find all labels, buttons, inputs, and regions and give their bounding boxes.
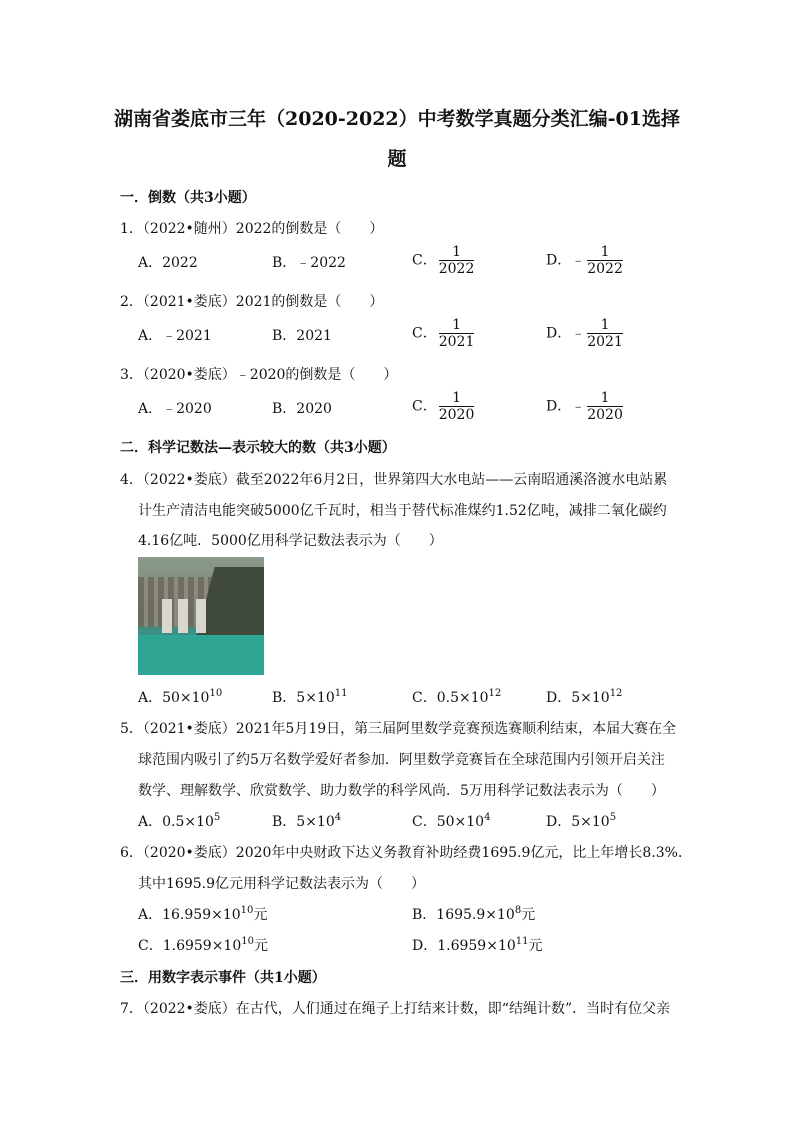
fraction-denominator: 2022 (587, 261, 623, 277)
fraction-denominator: 2021 (438, 334, 475, 350)
option-label: D．﹣ (546, 325, 586, 342)
option-label: D．﹣ (546, 398, 586, 415)
option-exponent: 4 (484, 812, 491, 823)
question-2-option-c (412, 317, 474, 350)
option-unit: 元 (528, 938, 543, 954)
fraction-numerator: 1 (439, 244, 475, 261)
option-exponent: 10 (240, 905, 254, 916)
question-1-option-d (546, 244, 623, 277)
question-3-option-d (546, 390, 623, 423)
question-5-option-a (138, 811, 220, 831)
question-4-option-d (546, 687, 622, 707)
section-heading-number-events: 三．用数字表示事件（共1小题） (120, 970, 326, 986)
option-base: D．5×10 (546, 690, 610, 706)
option-unit: 元 (521, 907, 536, 923)
option-base: D．5×10 (546, 814, 610, 830)
option-unit: 元 (253, 938, 268, 954)
document-title-line2: 题 (387, 148, 407, 170)
question-6-option-d (412, 935, 543, 955)
hydropower-station-photo (138, 557, 264, 675)
fraction-numerator: 1 (587, 390, 623, 407)
fraction-numerator: 1 (439, 317, 475, 334)
option-exponent: 5 (213, 812, 221, 823)
fraction-numerator: 1 (439, 390, 475, 407)
option-label: C． (412, 325, 437, 342)
fraction-denominator: 2020 (587, 407, 623, 423)
option-base: A．50×10 (138, 690, 210, 706)
fraction-numerator: 1 (587, 244, 623, 261)
option-base: A．16.959×10 (138, 907, 241, 923)
option-base: A．0.5×10 (138, 814, 214, 830)
question-5-option-b (272, 811, 341, 831)
option-label: C． (412, 252, 437, 269)
option-exponent: 12 (488, 688, 502, 699)
option-exponent: 8 (514, 905, 522, 916)
dam-gate (196, 599, 206, 633)
question-3-stem: 3．（2020•娄底）﹣2020的倒数是（ ） (120, 367, 398, 383)
option-base: C．1.6959×10 (138, 938, 242, 954)
question-4-option-a (138, 687, 222, 707)
fraction (439, 244, 475, 277)
question-6-line1: 6．（2020•娄底）2020年中央财政下达义务教育补助经费1695.9亿元，比上年增长8.3%． (120, 845, 692, 861)
question-2-option-d (546, 317, 623, 350)
question-1-option-b: B．﹣2022 (272, 255, 346, 271)
option-exponent: 11 (515, 936, 529, 947)
fraction (439, 390, 475, 423)
option-exponent: 5 (609, 812, 617, 823)
fraction (587, 317, 623, 350)
question-5-line2: 球范围内吸引了约5万名数学爱好者参加．阿里数学竞赛旨在全球范围内引领开启关注 (138, 752, 665, 768)
question-6-option-b (412, 904, 535, 924)
option-base: D．1.6959×10 (412, 938, 516, 954)
question-3-option-c (412, 390, 474, 423)
question-3-option-a: A．﹣2020 (138, 401, 212, 417)
fraction-denominator: 2021 (587, 334, 623, 350)
question-3-option-b: B．2020 (272, 401, 332, 417)
document-title-line1: 湖南省娄底市三年（2020-2022）中考数学真题分类汇编-01选择 (114, 108, 680, 130)
fraction-numerator: 1 (587, 317, 623, 334)
dam-gate (178, 599, 188, 633)
section-heading-reciprocal: 一．倒数（共3小题） (120, 190, 256, 206)
question-1-option-c (412, 244, 474, 277)
option-exponent: 11 (334, 688, 348, 699)
fraction (439, 317, 475, 350)
option-base: B．5×10 (272, 814, 335, 830)
question-4-line3: 4.16亿吨．5000亿用科学记数法表示为（ ） (138, 533, 443, 549)
reservoir-water (138, 635, 264, 675)
option-unit: 元 (253, 907, 268, 923)
question-6-option-a (138, 904, 267, 924)
option-base: B．5×10 (272, 690, 335, 706)
option-label: C． (412, 398, 437, 415)
question-5-option-c (412, 811, 490, 831)
option-label: D．﹣ (546, 252, 586, 269)
question-4-option-c (412, 687, 501, 707)
question-6-line2: 其中1695.9亿元用科学记数法表示为（ ） (138, 876, 425, 892)
option-exponent: 10 (209, 688, 223, 699)
option-exponent: 10 (241, 936, 254, 947)
question-2-stem: 2．（2021•娄底）2021的倒数是（ ） (120, 294, 384, 310)
question-2-option-b: B．2021 (272, 328, 332, 344)
fraction-denominator: 2022 (438, 261, 475, 277)
question-4-option-b (272, 687, 347, 707)
question-1-option-a: A．2022 (138, 255, 198, 271)
option-exponent: 12 (609, 688, 623, 699)
question-4-line2: 计生产清洁电能突破5000亿千瓦时，相当于替代标准煤约1.52亿吨，减排二氧化碳约 (138, 503, 667, 519)
option-base: C．0.5×10 (412, 690, 489, 706)
question-5-option-d (546, 811, 616, 831)
option-base: B．1695.9×10 (412, 907, 515, 923)
question-2-option-a: A．﹣2021 (138, 328, 212, 344)
question-1-stem: 1．（2022•随州）2022的倒数是（ ） (120, 221, 384, 237)
dam-gate (162, 599, 172, 633)
fraction-denominator: 2020 (438, 407, 475, 423)
question-6-option-c (138, 935, 268, 955)
question-5-line1: 5．（2021•娄底）2021年5月19日，第三届阿里数学竞赛预选赛顺利结束，本届大赛在全 (120, 721, 677, 737)
section-heading-scientific-notation: 二．科学记数法—表示较大的数（共3小题） (120, 440, 396, 456)
fraction (587, 390, 623, 423)
option-base: C．50×10 (412, 814, 485, 830)
fraction (587, 244, 623, 277)
question-4-line1: 4．（2022•娄底）截至2022年6月2日，世界第四大水电站——云南昭通溪洛渡水电站累 (120, 472, 668, 488)
question-5-line3: 数学、理解数学、欣赏数学、助力数学的科学风尚．5万用科学记数法表示为（ ） (138, 783, 665, 799)
question-7-line1: 7．（2022•娄底）在古代，人们通过在绳子上打结来计数，即“结绳计数”．当时有位父亲 (120, 1001, 671, 1017)
option-exponent: 4 (334, 812, 342, 823)
